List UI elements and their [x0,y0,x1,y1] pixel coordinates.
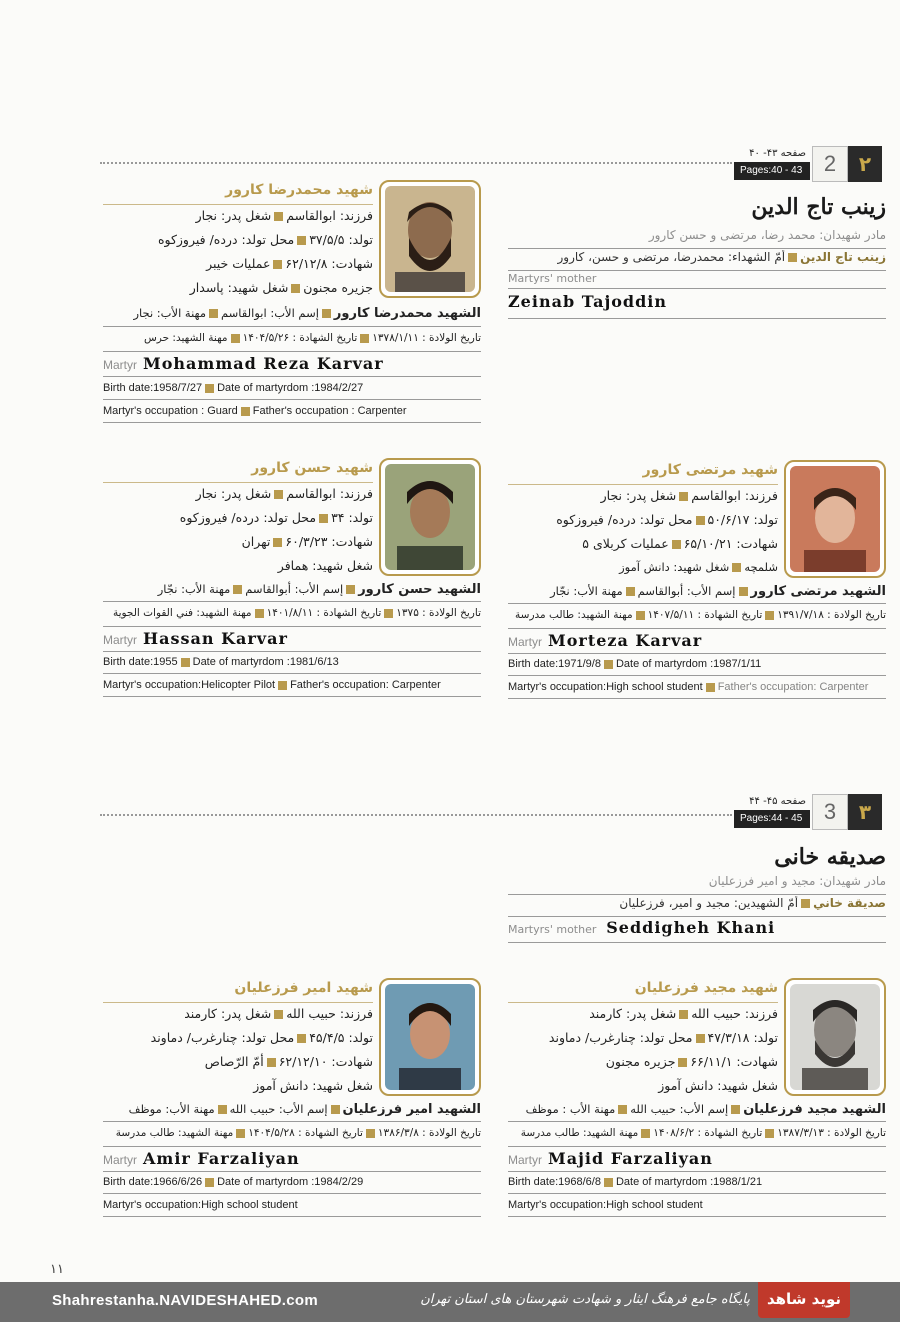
martyr-dates-en: Birth date:1968/6/8 Date of martyrdom :1988/1/21 [508,1171,886,1194]
mother-name-en-row: Martyrs' mother Seddigheh Khani [508,918,886,943]
martyr-name-en-row: Martyr Majid Farzaliyan [508,1147,886,1172]
pages-fa: صفحه ۴۵- ۴۴ [749,796,806,807]
martyr-line-1: فرزند: حبیب اللهشغل پدر: کارمند [589,1006,778,1021]
pages-en: Pages:44 - 45 [734,810,810,828]
martyr-name-en-row: Martyr Morteza Karvar [508,629,886,654]
martyr-ar-line-2: تاريخ الولادة : ۱۳۷۸/۱/۱۱تاريخ الشهادة : ۱۴۰۴/۵/۲۶مهنة الشهيد: حرس [143,332,481,344]
page-number: ۱۱ [50,1262,64,1277]
martyr-dates-en: Birth date:1955 Date of martyrdom :1981/6/13 [103,651,481,674]
martyr-line-2: تولد: ۳۴محل تولد: درده/ فیروزکوه [179,510,373,525]
mother-ar: صديقة خانيأمّ الشهيدين: مجيد و امير، فرزعليان [508,896,886,917]
martyr-occupation-en: Martyr's occupation:High school student [103,1194,481,1217]
section-badge [734,794,882,830]
martyr-ar-line-2: تاريخ الولادة : ۱۳۸۶/۳/۸تاريخ الشهادة : ۱۴۰۴/۵/۲۸مهنة الشهيد: طالب مدرسة [115,1127,481,1139]
martyr-line-3: شهادت: ۶۰/۳/۲۳تهران [241,534,373,549]
mother-ar: زينب تاج الدينأمّ الشهداء: محمدرضا، مرتضى و حسن، كارور [508,250,886,271]
martyr-photo [379,978,481,1096]
martyr-ar-line-2: تاريخ الولادة : ۱۳۹۱/۷/۱۸تاريخ الشهادة : ۱۴۰۷/۵/۱۱مهنة الشهيد: طالب مدرسة [515,609,886,621]
martyr-ar-line-1: الشهيد مرتضى كارورإسم الأب: أبوالقاسممهنة الأب: نجّار [550,584,886,599]
martyr-line-2: تولد: ۵۰/۶/۱۷محل تولد: درده/ فیروزکوه [556,512,778,527]
martyr-line-4: شغل شهید: دانش آموز [658,1078,778,1093]
martyr-card-mohammad-reza [103,180,481,424]
martyr-photo [379,180,481,298]
martyr-name-en-row: Martyr Mohammad Reza Karvar [103,352,481,377]
martyr-line-1: فرزند: ابوالقاسمشغل پدر: نجار [195,486,373,501]
martyr-occupation-en: Martyr's occupation:Helicopter Pilot Father's occupation: Carpenter [103,674,481,697]
section-number-fa: ۲ [848,146,882,182]
footer-slogan: پایگاه جامع فرهنگ ایثار و شهادت شهرستان های استان تهران [420,1292,750,1307]
mother-name-fa: صدیقه خانی [774,844,886,870]
martyr-line-2: تولد: ۴۷/۳/۱۸محل تولد: چنارغرب/ دماوند [548,1030,778,1045]
martyr-line-3: شهادت: ۶۵/۱۰/۲۱عملیات کربلای ۵ [582,536,778,551]
pages-en: Pages:40 - 43 [734,162,810,180]
martyr-dates-en: Birth date:1958/7/27 Date of martyrdom :1984/2/27 [103,377,481,400]
martyr-ar-line-1: الشهيد امير فرزعليانإسم الأب: حبيب اللهمهنة الأب: موظف [128,1102,481,1117]
martyr-name-fa: شهید امیر فرزعلیان [103,980,373,1003]
martyr-line-4: شغل شهید: دانش آموز [253,1078,373,1093]
martyr-name-en-row: Martyr Hassan Karvar [103,627,481,652]
martyr-photo [784,460,886,578]
martyr-name-fa: شهید مجید فرزعلیان [508,980,778,1003]
martyr-line-1: فرزند: حبیب اللهشغل پدر: کارمند [184,1006,373,1021]
martyr-line-1: فرزند: ابوالقاسمشغل پدر: نجار [600,488,778,503]
martyr-ar-line-2: تاريخ الولادة : ۱۳۷۵تاريخ الشهادة : ۱۴۰۱/۸/۱۱مهنة الشهيد: فني القوات الجوية [112,607,481,619]
martyr-line-2: تولد: ۴۵/۴/۵محل تولد: چنارغرب/ دماوند [150,1030,373,1045]
martyr-occupation-en: Martyr's occupation : Guard Father's occupation : Carpenter [103,400,481,423]
navideshahed-logo[interactable]: نوید شاهد [758,1282,850,1318]
mother-desc-fa: مادر شهیدان: محمد رضا، مرتضی و حسن کارور [508,228,886,249]
pages-fa: صفحه ۴۳- ۴۰ [749,148,806,159]
mother-desc-fa: مادر شهیدان: مجید و امیر فرزعلیان [508,874,886,895]
martyr-ar-line-1: الشهيد محمدرضا كارورإسم الأب: ابوالقاسممهنة الأب: نجار [133,306,481,321]
martyr-line-3: شهادت: ۶۲/۱۲/۱۰أمّ الرّصاص [204,1054,373,1069]
site-link[interactable]: Shahrestanha.NAVIDESHAHED.com [52,1292,318,1309]
martyr-occupation-en: Martyr's occupation:High school student Father's occupation: Carpenter [508,676,886,699]
footer-bar [0,1282,900,1322]
martyr-photo [379,458,481,576]
martyr-line-3: شهادت: ۶۶/۱۱/۱جزیره مجنون [605,1054,778,1069]
mother-label-en: Martyrs' mother [508,272,886,289]
martyr-name-fa: شهید حسن کارور [103,460,373,483]
mother-name-fa: زینب تاج الدین [751,194,886,220]
mother-name-en: Zeinab Tajoddin [508,292,886,319]
section-divider [100,162,732,164]
martyr-name-fa: شهید مرتضی کارور [508,462,778,485]
martyr-card-amir [103,978,481,1218]
martyr-photo [784,978,886,1096]
section-number-fa: ۳ [848,794,882,830]
martyr-line-1: فرزند: ابوالقاسمشغل پدر: نجار [195,208,373,223]
martyr-ar-line-2: تاريخ الولادة : ۱۳۸۷/۳/۱۳تاريخ الشهادة : ۱۴۰۸/۶/۲مهنة الشهيد: طالب مدرسة [520,1127,886,1139]
martyr-dates-en: Birth date:1971/9/8 Date of martyrdom :1987/1/11 [508,653,886,676]
martyr-card-majid [508,978,886,1218]
section-divider [100,814,732,816]
martyr-line-3: شهادت: ۶۲/۱۲/۸عملیات خیبر [206,256,373,271]
martyr-card-hassan [103,458,481,698]
martyr-name-en-row: Martyr Amir Farzaliyan [103,1147,481,1172]
martyr-line-4: شلمچهشغل شهید: دانش آموز [619,560,778,574]
section-badge [734,146,882,182]
martyr-name-fa: شهید محمدرضا کارور [103,182,373,205]
martyr-ar-line-1: الشهيد مجيد فرزعليانإسم الأب: حبيب اللهمهنة الأب : موظف [525,1102,886,1117]
martyr-ar-line-1: الشهيد حسن كارورإسم الأب: أبوالقاسممهنة الأب: نجّار [157,582,481,597]
martyr-line-4: شغل شهید: همافر [277,558,373,573]
martyr-dates-en: Birth date:1966/6/26 Date of martyrdom :1984/2/29 [103,1171,481,1194]
section-number-en: 2 [812,146,848,182]
martyr-line-4: جزیره مجنونشغل شهید: پاسدار [189,280,373,295]
martyr-occupation-en: Martyr's occupation:High school student [508,1194,886,1217]
section-number-en: 3 [812,794,848,830]
martyr-card-morteza [508,460,886,700]
martyr-line-2: تولد: ۳۷/۵/۵محل تولد: درده/ فیروزکوه [157,232,373,247]
